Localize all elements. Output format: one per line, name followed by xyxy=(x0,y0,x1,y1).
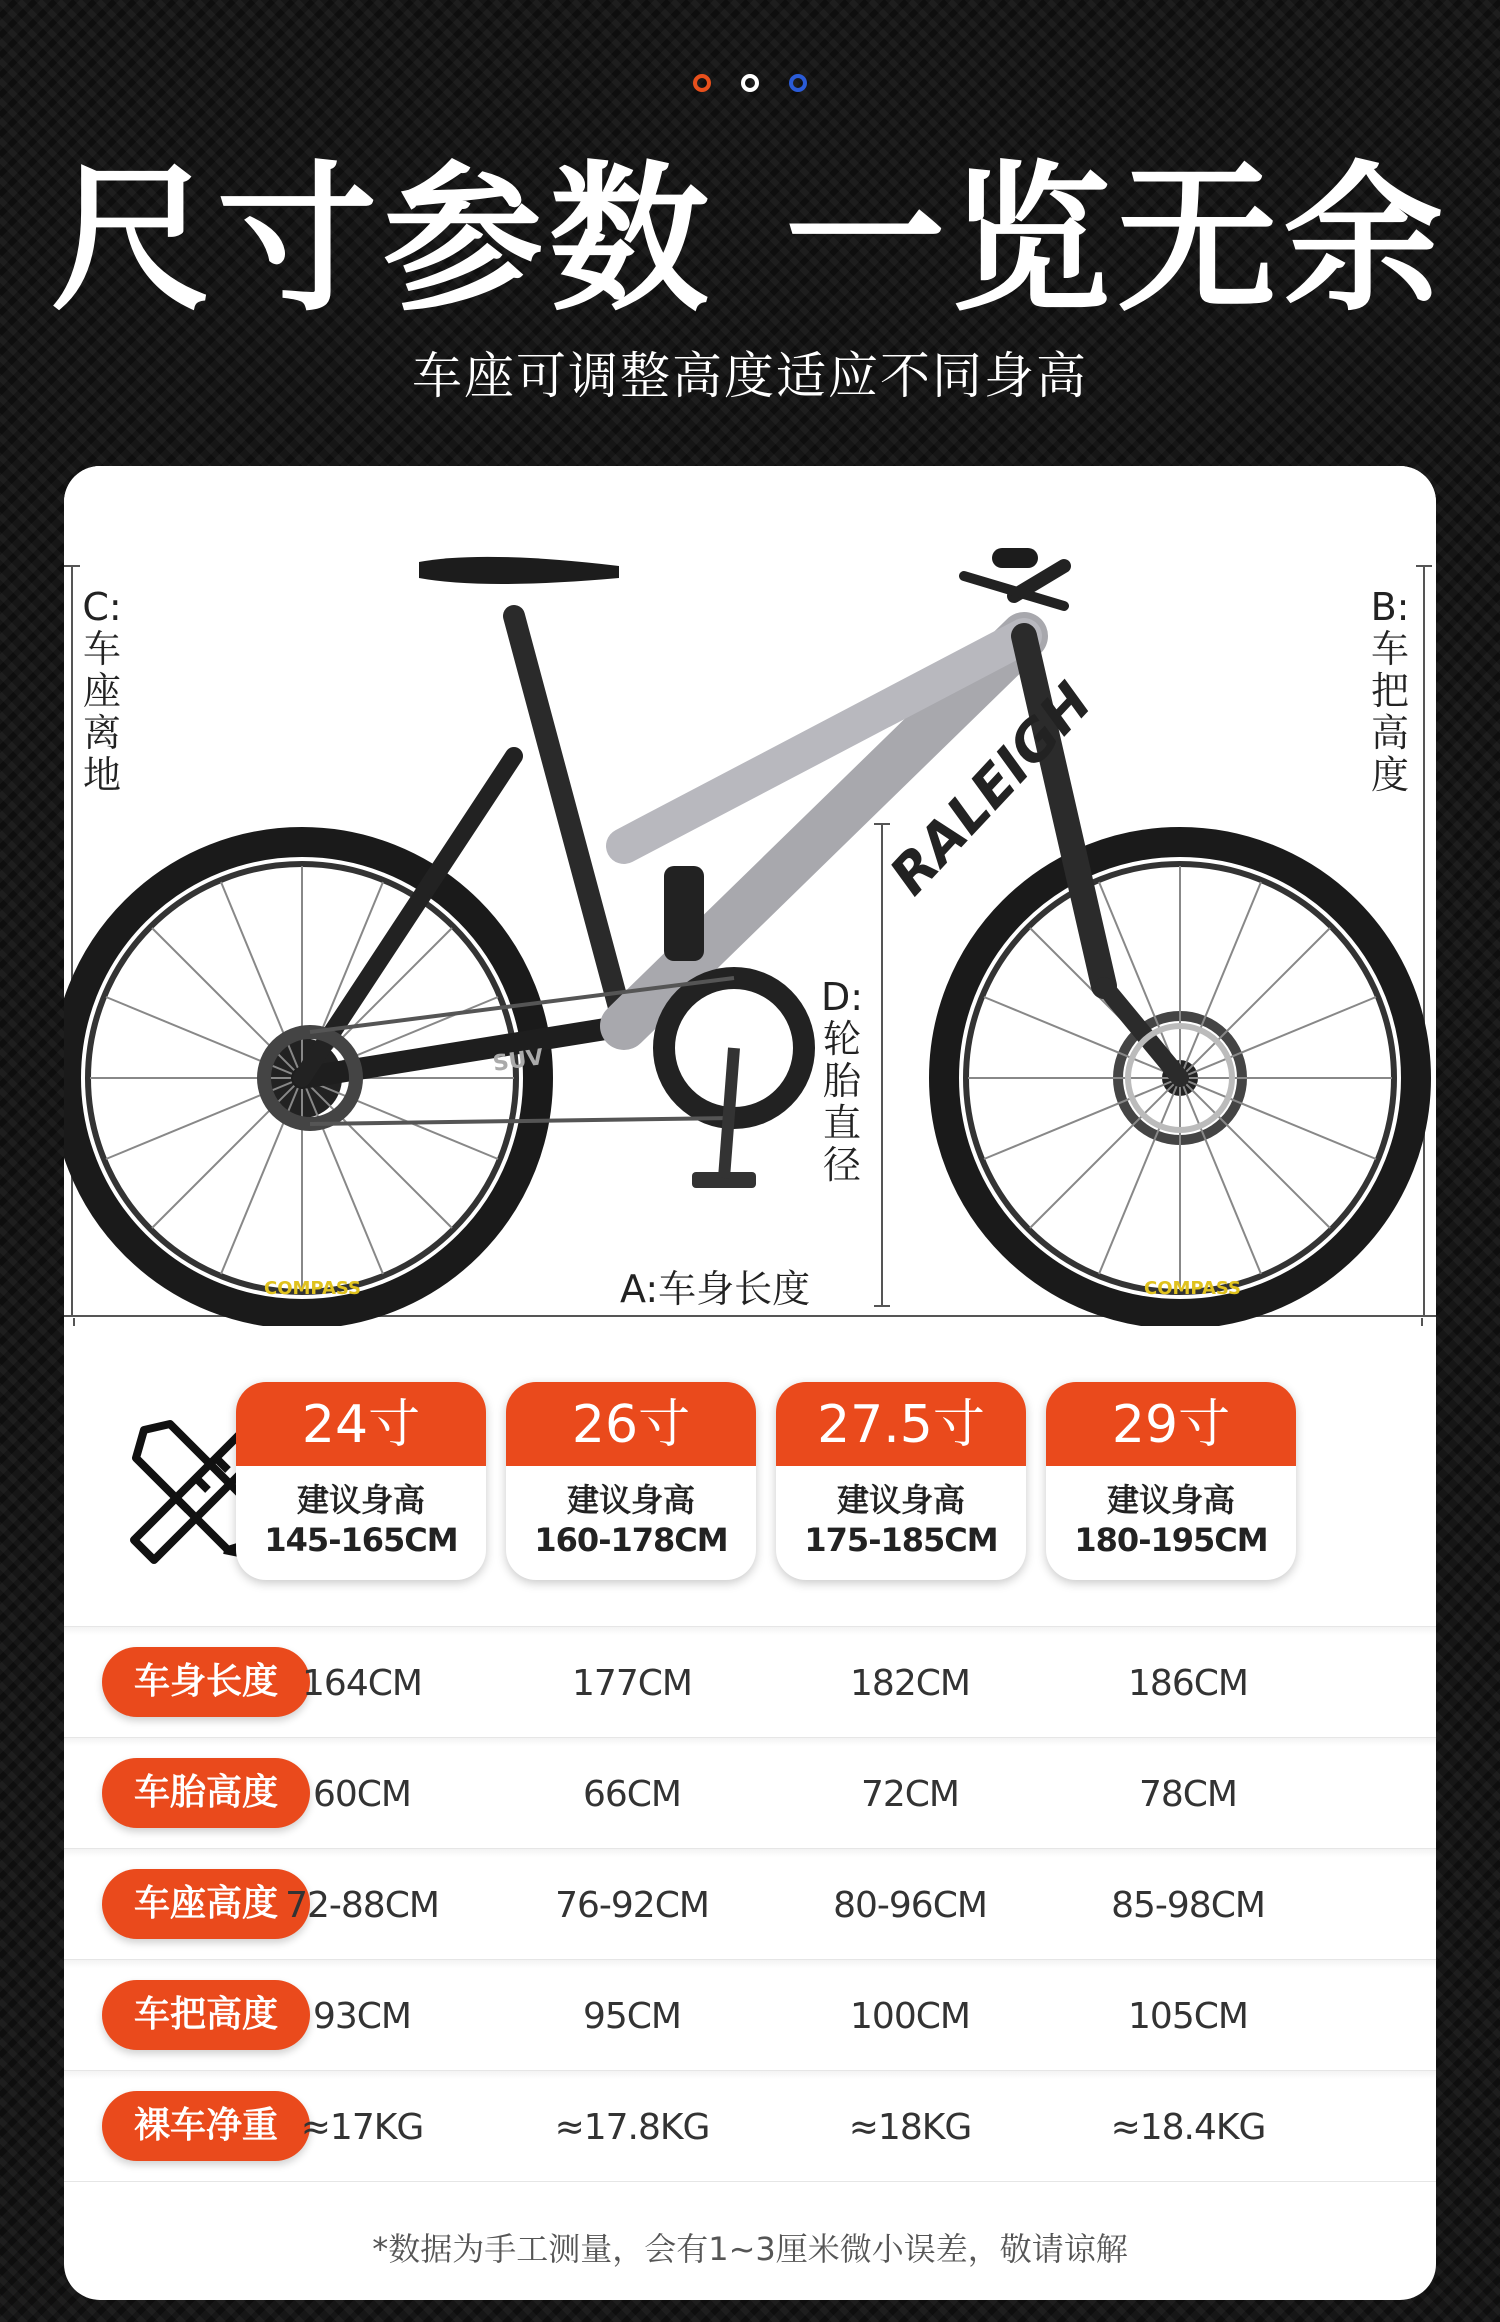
size-card-27-5[interactable] xyxy=(776,1382,1026,1580)
table-row xyxy=(64,2071,1436,2182)
bike-frame xyxy=(302,566,1180,1078)
table-cell: 72-88CM xyxy=(285,1885,439,1926)
row-label: 车胎高度 xyxy=(102,1758,310,1828)
size-card-rec-label: 建议身高 xyxy=(296,1481,425,1519)
carousel-dots xyxy=(0,74,1500,92)
carousel-dot-3[interactable] xyxy=(789,74,807,92)
bike-illustration xyxy=(64,466,1436,1326)
row-label: 裸车净重 xyxy=(102,2091,310,2161)
bike-diagram xyxy=(64,466,1436,1326)
table-cell: 85-98CM xyxy=(1111,1885,1265,1926)
row-label: 车身长度 xyxy=(102,1647,310,1717)
table-cell: 78CM xyxy=(1138,1774,1237,1815)
table-row xyxy=(64,1738,1436,1849)
title-part-2: 一览无余 xyxy=(785,146,1450,333)
table-cell: 186CM xyxy=(1128,1663,1248,1704)
frame-badge: SUV xyxy=(491,1045,546,1077)
table-row xyxy=(64,1960,1436,2071)
table-cell: 105CM xyxy=(1128,1996,1248,2037)
table-cell: 72CM xyxy=(860,1774,959,1815)
table-cell: ≈17KG xyxy=(300,2107,424,2148)
dimension-lines xyxy=(64,566,1436,1326)
rear-tire-text: COMPASS xyxy=(264,1278,362,1299)
page-subtitle: 车座可调整高度适应不同身高 xyxy=(412,347,1088,405)
size-card-rec-label: 建议身高 xyxy=(1106,1481,1235,1519)
spec-table xyxy=(64,1626,1436,2182)
label-handlebar-height: B:车把高度 xyxy=(1370,585,1410,797)
table-cell: 80-96CM xyxy=(833,1885,987,1926)
label-tire-diameter: D:轮胎直径 xyxy=(820,975,864,1187)
size-card-title: 27.5寸 xyxy=(776,1382,1026,1466)
size-card-title: 24寸 xyxy=(236,1382,486,1466)
size-card-title: 29寸 xyxy=(1046,1382,1296,1466)
row-label: 车把高度 xyxy=(102,1980,310,2050)
table-cell: 66CM xyxy=(582,1774,681,1815)
table-row xyxy=(64,1849,1436,1960)
size-card-height-range: 145-165CM xyxy=(264,1521,458,1559)
size-card-title: 26寸 xyxy=(506,1382,756,1466)
table-cell: ≈18KG xyxy=(848,2107,972,2148)
label-body-length: A:车身长度 xyxy=(620,1267,811,1311)
size-card-29[interactable] xyxy=(1046,1382,1296,1580)
carousel-dot-1[interactable] xyxy=(693,74,711,92)
size-card-26[interactable] xyxy=(506,1382,756,1580)
footnote: *数据为手工测量，会有1~3厘米微小误差，敬请谅解 xyxy=(372,2230,1128,2268)
rear-shock xyxy=(664,866,704,961)
table-cell: ≈17.8KG xyxy=(554,2107,710,2148)
table-cell: 93CM xyxy=(312,1996,411,2037)
spec-card xyxy=(64,466,1436,2300)
brand-text: RALEIGH xyxy=(877,670,1104,907)
front-tire-text: COMPASS xyxy=(1144,1278,1242,1299)
size-card-rec-label: 建议身高 xyxy=(836,1481,965,1519)
table-cell: 182CM xyxy=(850,1663,970,1704)
page-title xyxy=(0,146,1500,333)
title-part-1: 尺寸参数 xyxy=(50,146,715,333)
size-card-height-range: 175-185CM xyxy=(804,1521,998,1559)
handlebar-grip xyxy=(992,548,1038,568)
saddle xyxy=(419,557,619,584)
table-cell: 76-92CM xyxy=(555,1885,709,1926)
row-label: 车座高度 xyxy=(102,1869,310,1939)
size-card-rec-label: 建议身高 xyxy=(566,1481,695,1519)
table-cell: 60CM xyxy=(312,1774,411,1815)
size-card-24[interactable] xyxy=(236,1382,486,1580)
table-row xyxy=(64,1626,1436,1738)
table-cell: 177CM xyxy=(572,1663,692,1704)
size-card-height-range: 180-195CM xyxy=(1074,1521,1268,1559)
carousel-dot-2[interactable] xyxy=(741,74,759,92)
table-cell: 95CM xyxy=(582,1996,681,2037)
label-seat-height: C:车座离地 xyxy=(82,585,122,797)
table-cell: 164CM xyxy=(302,1663,422,1704)
table-cell: 100CM xyxy=(850,1996,970,2037)
size-card-height-range: 160-178CM xyxy=(534,1521,728,1559)
table-cell: ≈18.4KG xyxy=(1110,2107,1266,2148)
